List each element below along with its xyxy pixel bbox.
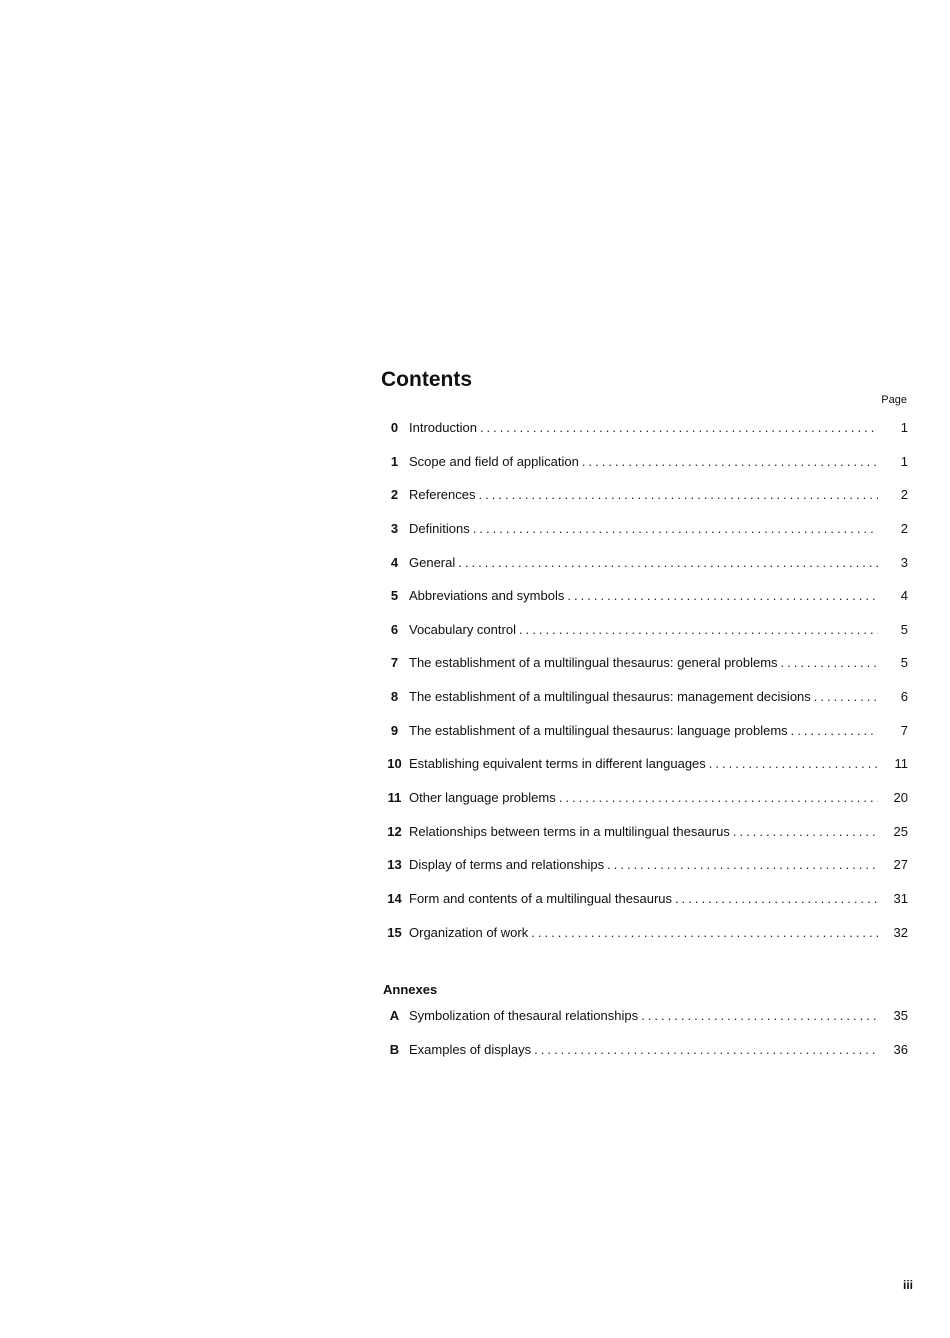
- contents-list: [380, 420, 908, 958]
- entry-number: 6: [390, 621, 399, 637]
- entry-title: Abbreviations and symbols: [409, 588, 565, 604]
- toc-entry[interactable]: [380, 420, 908, 454]
- toc-entry[interactable]: [380, 756, 908, 790]
- entry-title: The establishment of a multilingual thesaurus: management decisions: [409, 689, 811, 705]
- dot-leader: [559, 790, 878, 805]
- toc-entry[interactable]: [380, 1008, 908, 1042]
- entry-page: 27: [893, 857, 908, 873]
- entry-title: Symbolization of thesaural relationships: [409, 1008, 639, 1023]
- dot-leader: [814, 689, 878, 704]
- entry-number: 11: [387, 790, 402, 806]
- entry-page: 36: [893, 1041, 908, 1057]
- page-title: Contents: [381, 368, 472, 391]
- dot-leader: [733, 824, 878, 839]
- entry-title: Organization of work: [409, 924, 529, 940]
- entry-page: 7: [900, 722, 908, 738]
- entry-page: 11: [894, 756, 908, 772]
- entry-number: A: [389, 1008, 400, 1023]
- entry-number: 14: [387, 890, 402, 906]
- toc-entry[interactable]: [380, 521, 908, 555]
- entry-page: 4: [900, 588, 908, 604]
- entry-number: 2: [390, 487, 399, 503]
- dot-leader: [531, 925, 878, 940]
- dot-leader: [641, 1008, 878, 1023]
- entry-title: Definitions: [409, 520, 470, 536]
- entry-number: 15: [387, 924, 402, 940]
- entry-number: 1: [390, 453, 399, 469]
- entry-title: Display of terms and relationships: [409, 857, 605, 873]
- annexes-heading: Annexes: [383, 982, 438, 997]
- dot-leader: [709, 756, 878, 771]
- entry-number: 3: [390, 520, 399, 536]
- dot-leader: [473, 521, 878, 536]
- entry-title: The establishment of a multilingual thesaurus: language problems: [409, 722, 788, 738]
- dot-leader: [791, 723, 878, 738]
- dot-leader: [582, 454, 878, 469]
- entry-title: Vocabulary control: [409, 621, 516, 637]
- entry-title: Introduction: [409, 420, 477, 435]
- entry-page: 6: [900, 689, 908, 705]
- entry-page: 20: [893, 790, 908, 806]
- entry-page: 35: [893, 1008, 908, 1023]
- dot-leader: [607, 857, 878, 872]
- entry-page: 1: [900, 420, 908, 435]
- entry-page: 2: [900, 487, 908, 503]
- entry-page: 31: [893, 890, 908, 906]
- toc-entry[interactable]: [380, 487, 908, 521]
- toc-entry[interactable]: [380, 454, 908, 488]
- page-number: iii: [902, 1278, 913, 1292]
- entry-page: 5: [900, 621, 908, 637]
- dot-leader: [534, 1042, 878, 1057]
- toc-entry[interactable]: [380, 622, 908, 656]
- toc-entry[interactable]: [380, 857, 908, 891]
- entry-page: 1: [900, 453, 908, 469]
- toc-entry[interactable]: [380, 689, 908, 723]
- dot-leader: [458, 555, 878, 570]
- toc-entry[interactable]: [380, 824, 908, 858]
- annexes-list: [380, 1008, 908, 1075]
- entry-title: Form and contents of a multilingual thesaurus: [409, 890, 673, 906]
- toc-entry[interactable]: [380, 655, 908, 689]
- entry-number: 9: [390, 722, 399, 738]
- dot-leader: [675, 891, 878, 906]
- entry-title: Establishing equivalent terms in different languages: [409, 756, 706, 772]
- toc-entry[interactable]: [380, 925, 908, 959]
- entry-page: 5: [900, 655, 908, 671]
- entry-title: Scope and field of application: [409, 453, 579, 469]
- entry-title: Examples of displays: [409, 1041, 532, 1057]
- entry-page: 2: [900, 520, 908, 536]
- dot-leader: [519, 622, 878, 637]
- entry-title: General: [409, 554, 456, 570]
- entry-title: References: [409, 487, 476, 503]
- toc-entry[interactable]: [380, 723, 908, 757]
- entry-number: 0: [390, 420, 399, 435]
- entry-title: The establishment of a multilingual thesaurus: general problems: [409, 655, 778, 671]
- entry-page: 25: [893, 823, 908, 839]
- entry-number: 13: [387, 857, 402, 873]
- entry-title: Relationships between terms in a multilingual thesaurus: [409, 823, 730, 839]
- toc-entry[interactable]: [380, 1042, 908, 1076]
- dot-leader: [478, 487, 878, 502]
- entry-number: 4: [390, 554, 399, 570]
- entry-number: 5: [390, 588, 399, 604]
- page-column-header: Page: [881, 394, 907, 406]
- entry-page: 32: [893, 924, 908, 940]
- entry-title: Other language problems: [409, 790, 556, 806]
- entry-number: 8: [390, 689, 399, 705]
- entry-number: 10: [387, 756, 402, 772]
- toc-entry[interactable]: [380, 790, 908, 824]
- toc-entry[interactable]: [380, 555, 908, 589]
- dot-leader: [781, 655, 878, 670]
- dot-leader: [567, 588, 878, 603]
- entry-number: B: [389, 1041, 400, 1057]
- dot-leader: [480, 420, 878, 435]
- toc-entry[interactable]: [380, 588, 908, 622]
- entry-number: 7: [390, 655, 399, 671]
- entry-page: 3: [900, 554, 908, 570]
- toc-entry[interactable]: [380, 891, 908, 925]
- entry-number: 12: [387, 823, 402, 839]
